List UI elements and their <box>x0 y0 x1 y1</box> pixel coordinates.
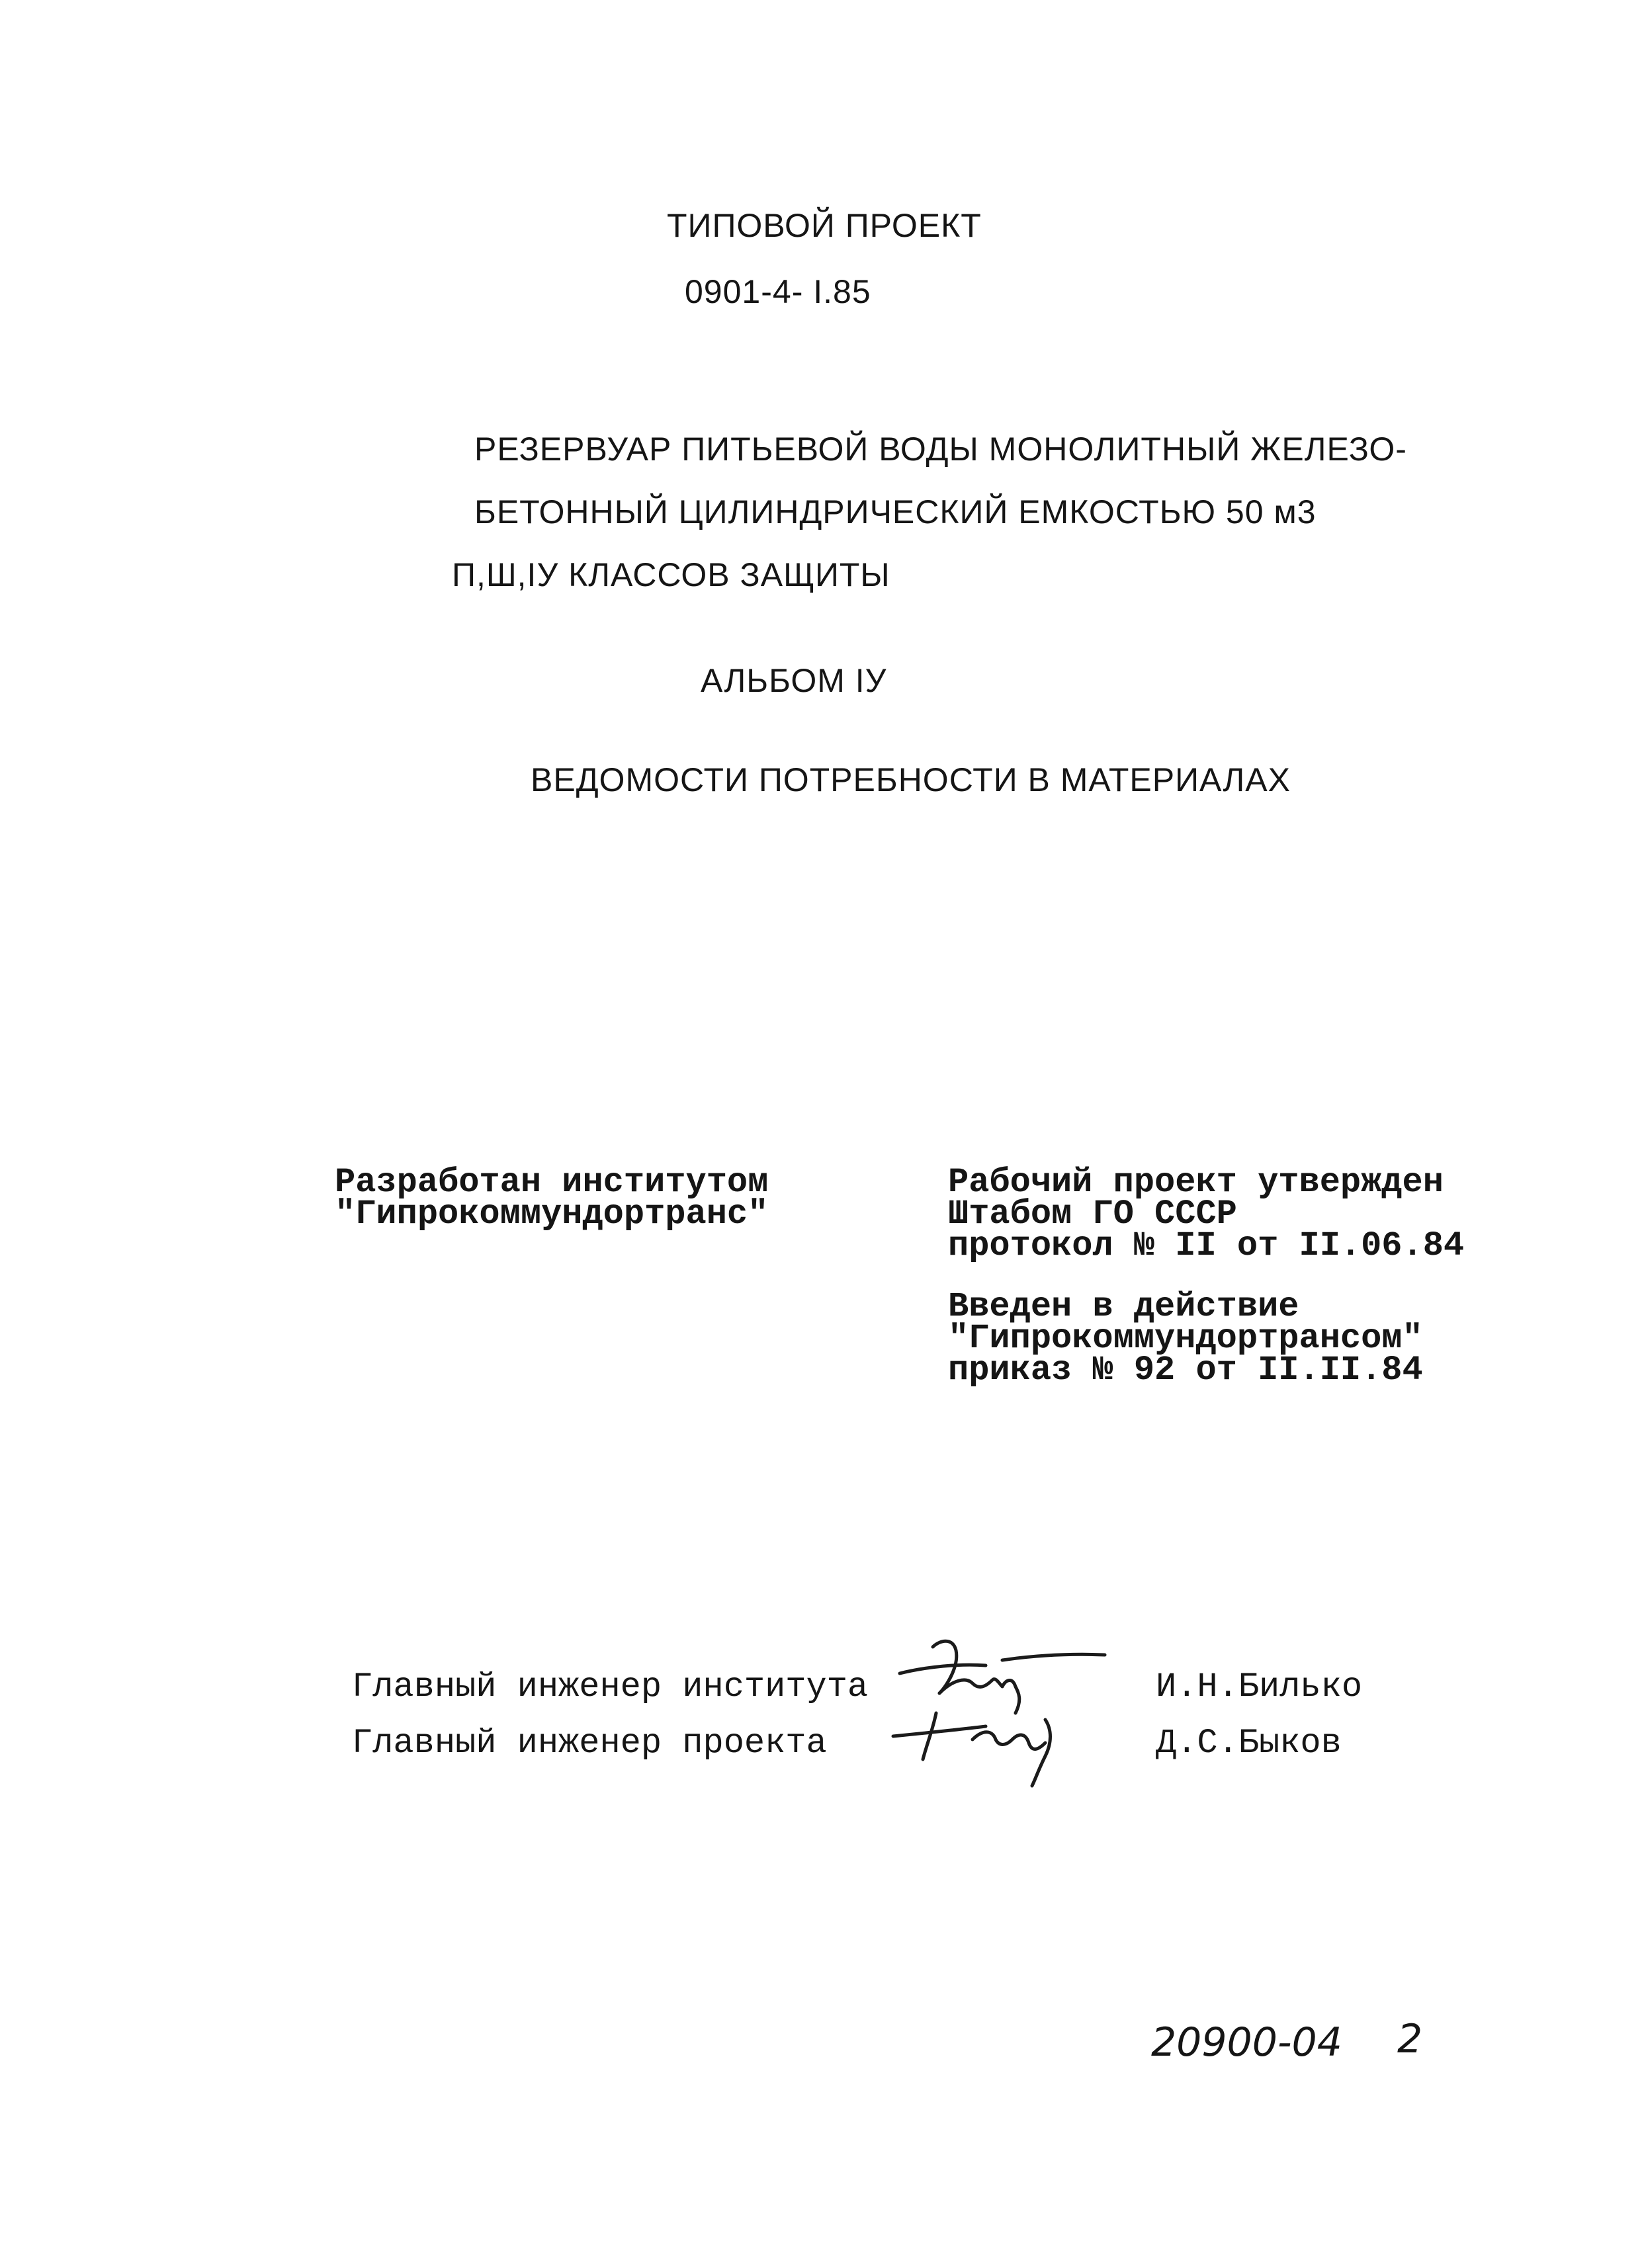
approval-line-2: Штабом ГО СССР <box>948 1195 1237 1234</box>
signature-mark-2 <box>893 1713 1051 1786</box>
project-number: 0901-4- I.85 <box>685 273 871 310</box>
handwritten-signatures <box>887 1614 1125 1792</box>
approval-line-1: Рабочий проект утвержден <box>948 1163 1444 1202</box>
title-line-1: РЕЗЕРВУАР ПИТЬЕВОЙ ВОДЫ МОНОЛИТНЫЙ ЖЕЛЕЗО- <box>474 431 1407 468</box>
developer-line-2: "Гипрокоммундортранс" <box>335 1195 769 1234</box>
page-number: 2 <box>1397 2016 1423 2062</box>
project-type-heading: ТИПОВОЙ ПРОЕКТ <box>667 207 982 244</box>
title-line-3: П,Ш,IУ КЛАССОВ ЗАЩИТЫ <box>452 556 890 593</box>
signature-mark-1 <box>900 1641 1105 1713</box>
album-subtitle: ВЕДОМОСТИ ПОТРЕБНОСТИ В МАТЕРИАЛАХ <box>531 761 1291 798</box>
enactment-line-2: "Гипрокоммундортрансом" <box>948 1319 1423 1358</box>
signature-role-1: Главный инженер института <box>352 1667 869 1706</box>
album-label: АЛЬБОМ IУ <box>701 662 887 699</box>
title-line-2: БЕТОННЫЙ ЦИЛИНДРИЧЕСКИЙ ЕМКОСТЬЮ 50 м3 <box>474 493 1317 530</box>
signature-name-2: Д.С.Быков <box>1156 1724 1342 1763</box>
enactment-line-3: приказ № 92 от II.II.84 <box>948 1351 1423 1390</box>
enactment-line-1: Введен в действие <box>948 1287 1299 1326</box>
developer-line-1: Разработан институтом <box>335 1163 769 1202</box>
approval-line-3: протокол № II от II.06.84 <box>948 1226 1465 1265</box>
signature-role-2: Главный инженер проекта <box>352 1724 827 1763</box>
inventory-number: 20900-04 <box>1151 2019 1342 2066</box>
signature-name-1: И.Н.Билько <box>1156 1667 1363 1706</box>
